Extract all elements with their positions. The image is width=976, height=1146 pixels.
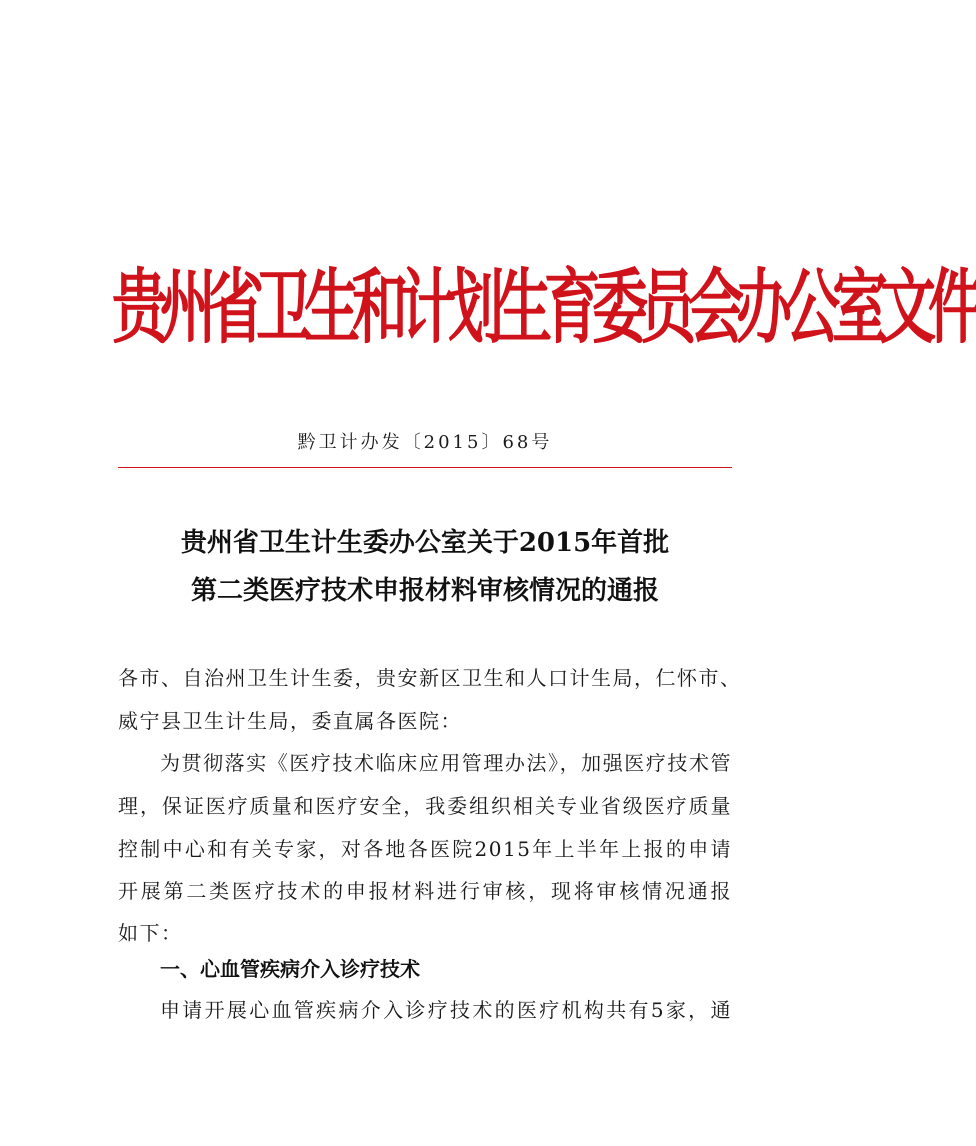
paragraph-1-line-3: 控制中心和有关专家，对各地各医院2015年上半年上报的申请 (118, 837, 732, 861)
paragraph-1-line-5: 如下： (118, 921, 183, 945)
section-1-heading: 一、心血管疾病介入诊疗技术 (160, 957, 420, 981)
red-divider-line (118, 467, 732, 468)
paragraph-1-line-4: 开展第二类医疗技术的申报材料进行审核，现将审核情况通报 (118, 879, 732, 903)
paragraph-1-line-2: 理，保证医疗质量和医疗安全，我委组织相关专业省级医疗质量 (118, 794, 732, 818)
document-number: 黔卫计办发〔2015〕68号 (297, 432, 553, 453)
paragraph-2-line-1: 申请开展心血管疾病介入诊疗技术的医疗机构共有5家，通 (160, 998, 732, 1022)
paragraph-1-line-1: 为贯彻落实《医疗技术临床应用管理办法》，加强医疗技术管 (160, 751, 732, 775)
masthead-title: 贵州省卫生和计划生育委员会办公室文件 (112, 260, 976, 356)
document-title-line-1: 贵州省卫生计生委办公室关于2015年首批 (180, 528, 670, 558)
document-title-line-2: 第二类医疗技术申报材料审核情况的通报 (190, 576, 659, 606)
addressee-line-1: 各市、自治州卫生计生委，贵安新区卫生和人口计生局，仁怀市、 (118, 666, 742, 690)
addressee-line-2: 威宁县卫生计生局，委直属各医院： (118, 709, 462, 733)
